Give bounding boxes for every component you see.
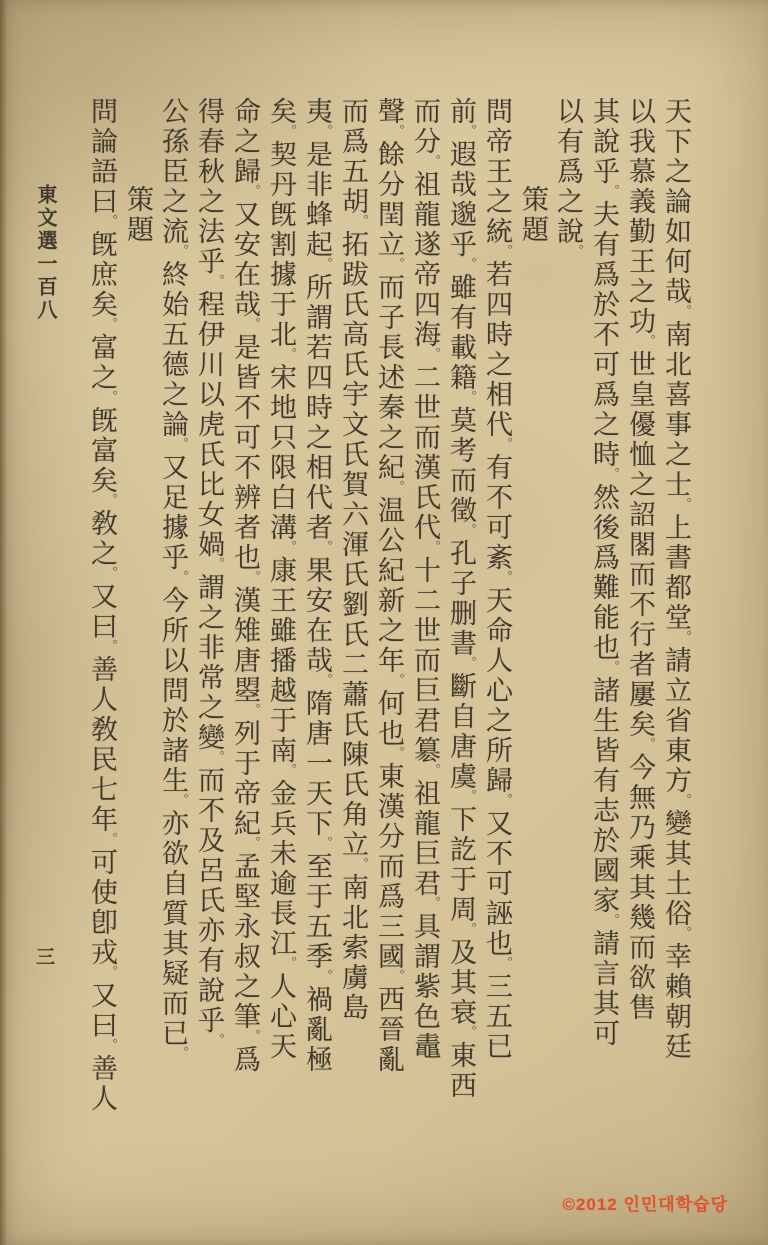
- text-column: 問帝王之統。若四時之相代。有不可紊。天命人心之所歸。又不可誣也。三五已: [482, 97, 513, 1062]
- ideographic-period: 。: [462, 922, 477, 935]
- page-number: 三: [36, 947, 56, 968]
- text-column: 而爲五胡。拓跋氏高氏宇文氏賀六渾氏劉氏二蕭氏陳氏角立。南北索虜島: [338, 97, 369, 1023]
- ideographic-period: 。: [498, 244, 513, 257]
- ideographic-period: 。: [462, 523, 477, 536]
- text-column: 問論語曰。旣庶矣。富之。旣富矣。敎之。又曰。善人敎民七年。可使卽戎。又曰。善人: [87, 97, 118, 1114]
- ideographic-period: 。: [498, 437, 513, 450]
- ideographic-period: 。: [174, 437, 189, 450]
- ideographic-period: 。: [354, 214, 369, 227]
- ideographic-period: 。: [462, 1025, 477, 1038]
- text-column: 前。遐哉邈乎。雖有載籍。莫考而徵。孔子删書。斷自唐虞。下訖于周。及其衰。東西: [446, 97, 477, 1101]
- text-column: 夷。是非蜂起。所謂若四時之相代者。果安在哉。隋唐一天下。至于五季。禍亂極: [302, 97, 333, 1075]
- ideographic-period: 。: [462, 390, 477, 403]
- ideographic-period: 。: [246, 570, 261, 583]
- ideographic-period: 。: [677, 793, 692, 806]
- ideographic-period: 。: [103, 390, 118, 403]
- ideographic-period: 。: [103, 639, 118, 652]
- text-column: 公孫臣之流。終始五德之論。又足據乎。今所以問於諸生。亦欲自質其疑而已。: [158, 97, 189, 1059]
- ideographic-period: 。: [390, 480, 405, 493]
- ideographic-period: 。: [390, 257, 405, 270]
- ideographic-period: 。: [246, 184, 261, 197]
- ideographic-period: 。: [282, 347, 297, 360]
- ideographic-period: 。: [390, 124, 405, 137]
- copyright-watermark: ©2012 인민대학습당: [562, 1195, 728, 1214]
- ideographic-period: 。: [103, 493, 118, 506]
- text-column: 而分。祖龍遂帝四海。二世而漢氏代。十二世而巨君簒。祖龍巨君。具謂紫色鼃: [410, 97, 441, 1062]
- ideographic-period: 。: [318, 836, 333, 849]
- ideographic-period: 。: [174, 1046, 189, 1059]
- ideographic-period: 。: [426, 347, 441, 360]
- ideographic-period: 。: [318, 257, 333, 270]
- section-heading-column: 策題: [123, 185, 153, 245]
- ideographic-period: 。: [605, 913, 620, 926]
- ideographic-period: 。: [462, 257, 477, 270]
- ideographic-period: 。: [246, 317, 261, 330]
- text-column: 以我慕義勤王之功。世皇優恤之詔閣而不行者屢矣。今無乃乘其幾而欲售: [625, 97, 656, 1023]
- ideographic-period: 。: [569, 244, 584, 257]
- ideographic-period: 。: [462, 124, 477, 137]
- ideographic-period: 。: [498, 793, 513, 806]
- ideographic-period: 。: [605, 660, 620, 673]
- margin-volume-title: 東文選一百八: [34, 184, 56, 322]
- text-column: 命之歸。又安在哉。是皆不可不辨者也。漢雉唐曌。列于帝紀。孟堅永叔之筆。爲: [230, 97, 261, 1075]
- ideographic-period: 。: [498, 570, 513, 583]
- ideographic-period: 。: [426, 540, 441, 553]
- ideographic-period: 。: [174, 244, 189, 257]
- ideographic-period: 。: [210, 557, 225, 570]
- text-column: 天下之論如何哉。南北喜事之士。上書都堂。請立省東方。變其土俗。幸賴朝廷: [661, 97, 692, 1062]
- ideographic-period: 。: [677, 304, 692, 317]
- main-text-block: [84, 97, 694, 1175]
- ideographic-period: 。: [282, 763, 297, 776]
- ideographic-period: 。: [210, 1033, 225, 1046]
- ideographic-period: 。: [174, 570, 189, 583]
- ideographic-period: 。: [426, 896, 441, 909]
- ideographic-period: 。: [390, 746, 405, 759]
- text-column: 矣。契丹旣割據于北。宋地只限白溝。康王雖播越于南。金兵未逾長江。人心天: [266, 97, 297, 1062]
- ideographic-period: 。: [210, 750, 225, 763]
- ideographic-period: 。: [103, 965, 118, 978]
- ideographic-period: 。: [462, 789, 477, 802]
- ideographic-period: 。: [318, 540, 333, 553]
- ideographic-period: 。: [677, 497, 692, 510]
- ideographic-period: 。: [282, 540, 297, 553]
- ideographic-period: 。: [354, 857, 369, 870]
- ideographic-period: 。: [246, 836, 261, 849]
- section-heading-column: 策題: [518, 185, 548, 245]
- ideographic-period: 。: [103, 566, 118, 579]
- ideographic-period: 。: [498, 956, 513, 969]
- text-column: 以有爲之說。: [553, 97, 584, 257]
- ideographic-period: 。: [462, 656, 477, 669]
- ideographic-period: 。: [318, 673, 333, 686]
- ideographic-period: 。: [103, 214, 118, 227]
- ideographic-period: 。: [246, 1029, 261, 1042]
- text-column: 得春秋之法乎。程伊川以虎氏比女媧。謂之非常之變。而不及呂氏亦有說乎。: [194, 97, 225, 1046]
- ideographic-period: 。: [282, 124, 297, 137]
- ideographic-period: 。: [246, 703, 261, 716]
- ideographic-period: 。: [641, 334, 656, 347]
- ideographic-period: 。: [677, 630, 692, 643]
- ideographic-period: 。: [103, 1038, 118, 1051]
- ideographic-period: 。: [318, 124, 333, 137]
- ideographic-period: 。: [174, 793, 189, 806]
- ideographic-period: 。: [103, 317, 118, 330]
- ideographic-period: 。: [426, 154, 441, 167]
- ideographic-period: 。: [677, 926, 692, 939]
- ideographic-period: 。: [426, 763, 441, 776]
- ideographic-period: 。: [103, 832, 118, 845]
- ideographic-period: 。: [390, 969, 405, 982]
- ideographic-period: 。: [318, 969, 333, 982]
- ideographic-period: 。: [641, 737, 656, 750]
- ideographic-period: 。: [282, 956, 297, 969]
- text-column: 其說乎。夫有爲於不可爲之時。然後爲難能也。諸生皆有志於國家。請言其可: [589, 97, 620, 1049]
- ideographic-period: 。: [605, 184, 620, 197]
- text-column: 聲。餘分閏立。而子長述秦之紀。温公紀新之年。何也。東漢分而爲三國。西晉亂: [374, 97, 405, 1075]
- ideographic-period: 。: [390, 673, 405, 686]
- ideographic-period: 。: [210, 274, 225, 287]
- ideographic-period: 。: [605, 467, 620, 480]
